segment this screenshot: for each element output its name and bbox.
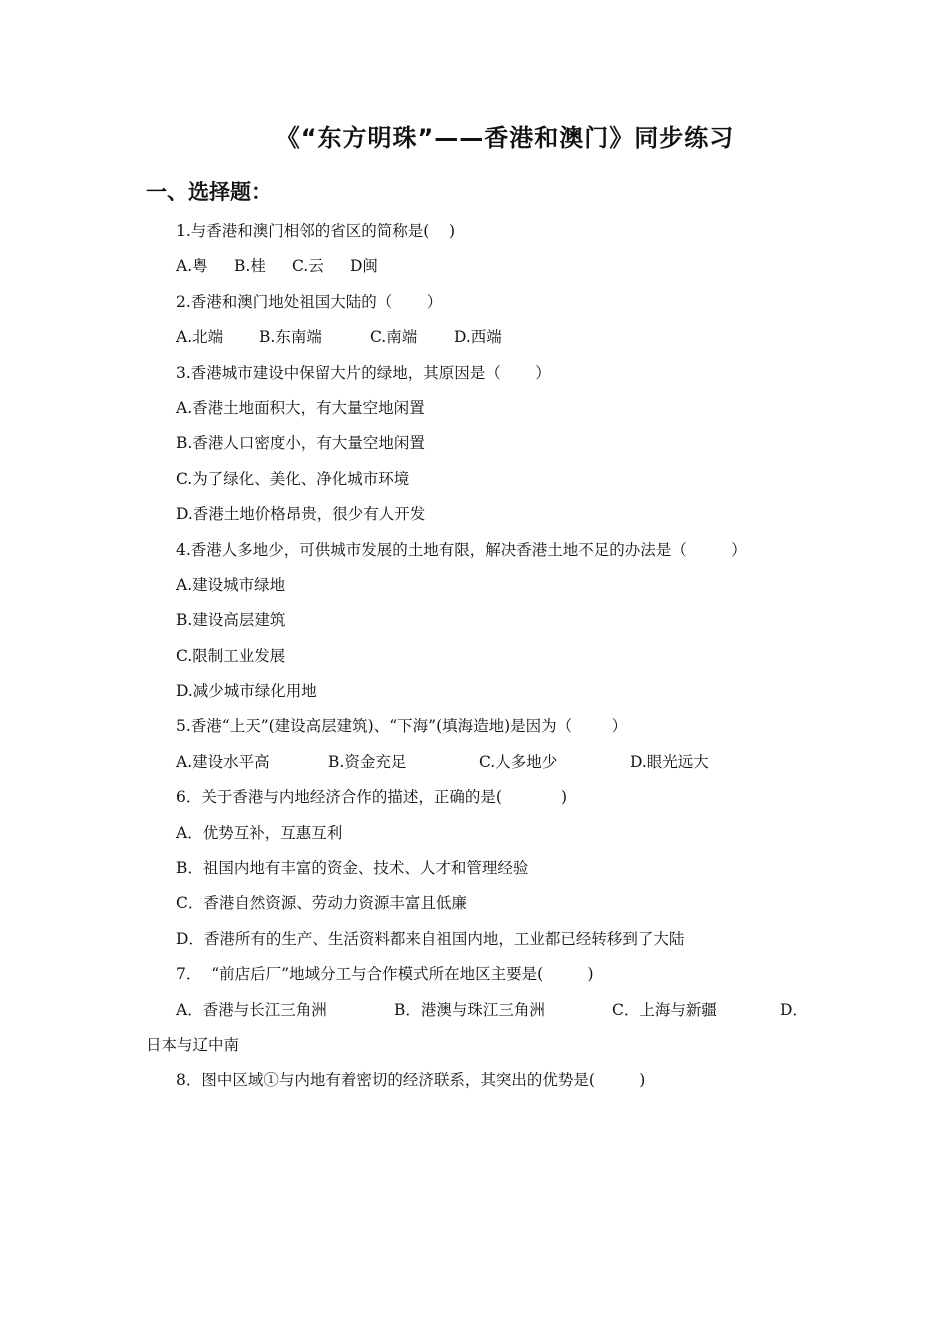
- option-a: A．香港与长江三角洲: [176, 1000, 327, 1019]
- option-c: C.限制工业发展: [176, 646, 286, 665]
- option-b: B.桂: [234, 257, 266, 276]
- option-b: B.资金充足: [328, 752, 407, 771]
- option-b: B.东南端: [259, 328, 322, 347]
- option-b: B．港澳与珠江三角洲: [394, 1000, 545, 1019]
- option-c: C.云: [292, 257, 324, 276]
- option-a: A．优势互补，互惠互利: [176, 823, 343, 842]
- question-1-stem: 1.与香港和澳门相邻的省区的简称是( ): [176, 222, 456, 240]
- question-5-stem: 5.香港“上天”(建设高层建筑)、“下海”(填海造地)是因为（ ）: [176, 717, 628, 736]
- question-7-stem: 7． “前店后厂”地域分工与合作模式所在地区主要是( ): [176, 965, 594, 984]
- option-b: B.香港人口密度小，有大量空地闲置: [176, 434, 425, 453]
- question-2-options: [176, 324, 816, 359]
- option-d: D.眼光远大: [630, 752, 709, 771]
- option-a: A.建设水平高: [176, 752, 270, 771]
- question-3-stem: 3.香港城市建设中保留大片的绿地，其原因是（ ）: [176, 363, 551, 382]
- option-a: A.香港土地面积大，有大量空地闲置: [176, 398, 425, 417]
- option-a: A.建设城市绿地: [176, 575, 286, 594]
- question-8-stem: 8．图中区域①与内地有着密切的经济联系，其突出的优势是( ): [176, 1071, 646, 1090]
- page-title: 《“东方明珠”——香港和澳门》同步练习: [275, 124, 735, 152]
- option-c: C.为了绿化、美化、净化城市环境: [176, 469, 410, 488]
- question-4-stem: 4.香港人多地少，可供城市发展的土地有限，解决香港土地不足的办法是（ ）: [176, 540, 747, 559]
- question-list: [146, 218, 816, 1103]
- option-b: B．祖国内地有丰富的资金、技术、人才和管理经验: [176, 859, 529, 878]
- question-7-options: [176, 997, 816, 1032]
- option-d-continuation: 日本与辽中南: [146, 1035, 240, 1054]
- question-2-stem: 2.香港和澳门地处祖国大陆的（ ）: [176, 292, 443, 311]
- option-d: D．香港所有的生产、生活资料都来自祖国内地，工业都已经转移到了大陆: [176, 929, 685, 948]
- option-c: C．香港自然资源、劳动力资源丰富且低廉: [176, 894, 467, 913]
- question-6-stem: 6．关于香港与内地经济合作的描述，正确的是( ): [176, 788, 568, 807]
- option-d: D闽: [350, 257, 378, 276]
- option-d: D.减少城市绿化用地: [176, 682, 317, 701]
- option-a: A.粤: [176, 257, 208, 276]
- question-5-options: [176, 749, 816, 784]
- option-b: B.建设高层建筑: [176, 611, 286, 630]
- section-heading: 一、选择题：: [146, 180, 272, 204]
- option-c: C.人多地少: [479, 752, 558, 771]
- option-c: C.南端: [370, 328, 418, 347]
- option-d: D.西端: [454, 328, 502, 347]
- question-1-options: [176, 253, 816, 288]
- option-a: A.北端: [176, 328, 224, 347]
- option-d: D．: [780, 1000, 808, 1019]
- option-d: D.香港土地价格昂贵，很少有人开发: [176, 505, 426, 524]
- option-c: C．上海与新疆: [612, 1000, 717, 1019]
